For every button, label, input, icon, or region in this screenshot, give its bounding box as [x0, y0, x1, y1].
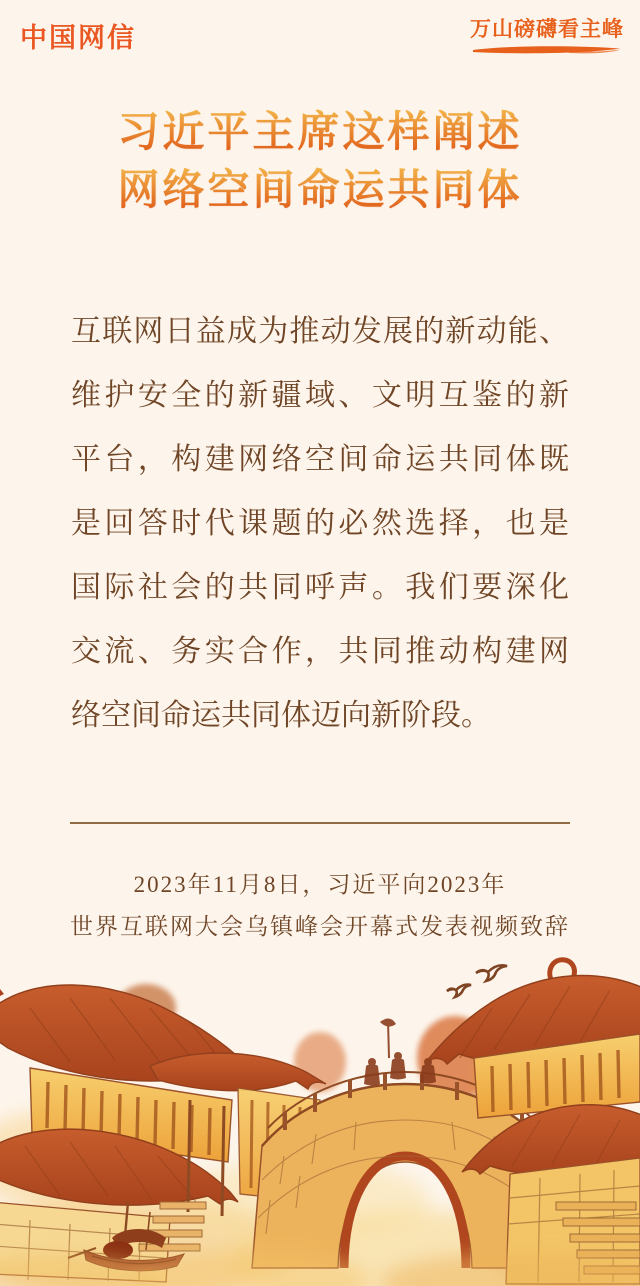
- slogan-text: 万山磅礴看主峰: [470, 18, 624, 41]
- page-title: [0, 104, 640, 220]
- caption: [20, 864, 620, 948]
- quote-line: 是回答时代课题的必然选择，也是: [71, 507, 569, 540]
- quote-line: 国际社会的共同呼声。我们要深化: [71, 571, 569, 604]
- brush-stroke-icon: [471, 44, 623, 56]
- swallow-bird-icon: [447, 965, 507, 997]
- brand-logo: 中国网信: [20, 23, 136, 53]
- quote-line: 络空间命运共同体迈向新阶段。: [71, 699, 491, 732]
- watertown-illustration: [0, 950, 640, 1286]
- quote-paragraph: [71, 300, 569, 748]
- quote-line: 交流、务实合作，共同推动构建网: [71, 635, 569, 668]
- quote-line: 维护安全的新疆域、文明互鉴的新: [71, 379, 569, 412]
- caption-line-2: 世界互联网大会乌镇峰会开幕式发表视频致辞: [70, 914, 570, 939]
- caption-line-1: 2023年11月8日，习近平向2023年: [133, 872, 507, 897]
- quote-line: 互联网日益成为推动发展的新动能、: [71, 315, 569, 348]
- quote-line: 平台，构建网络空间命运共同体既: [71, 443, 569, 476]
- divider-line: [70, 822, 570, 824]
- title-line-1: 习近平主席这样阐述: [0, 104, 640, 162]
- title-line-2: 网络空间命运共同体: [0, 162, 640, 220]
- slogan-logo: [470, 13, 624, 56]
